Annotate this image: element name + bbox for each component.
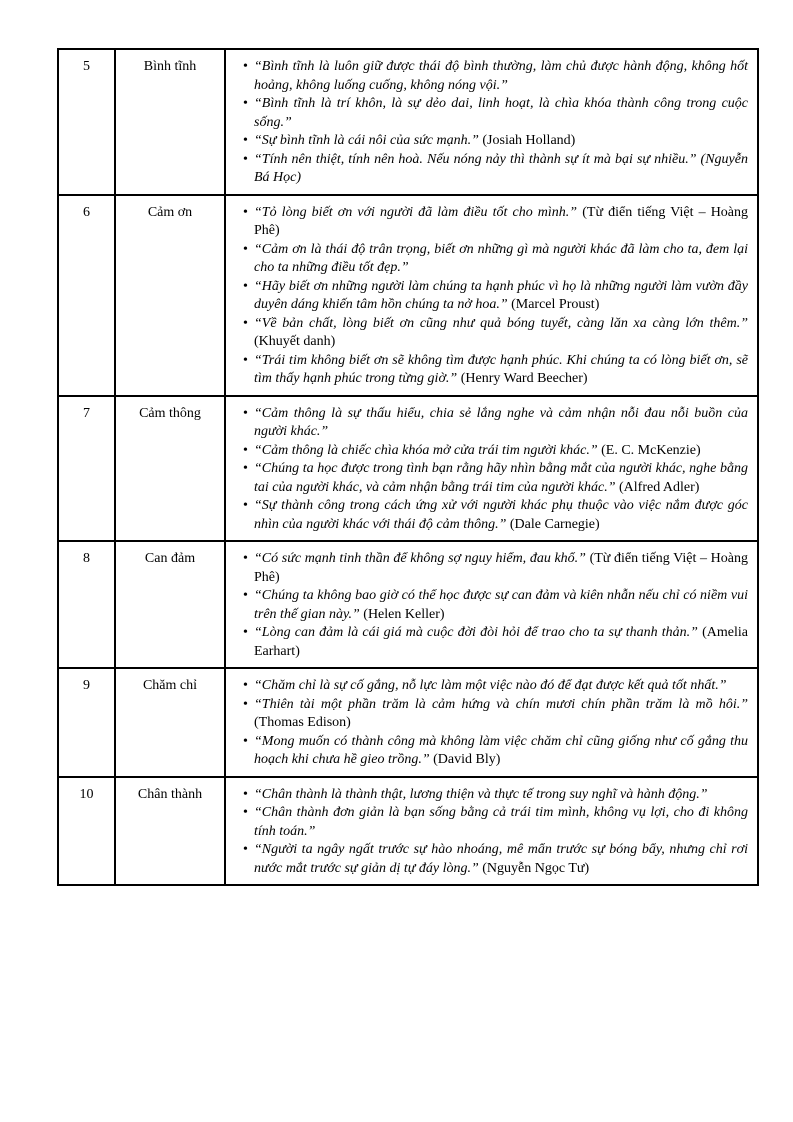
quote-item (240, 460, 748, 497)
quote-list (240, 786, 748, 879)
quote-source: (Nguyễn Ngọc Tư) (482, 860, 590, 876)
quote-text: “Cảm ơn là thái độ trân trọng, biết ơn những gì mà người khác đã làm cho ta, đem lại cho ta những điều tốt đẹp.” (254, 241, 748, 275)
quote-source: (Josiah Holland) (482, 133, 576, 148)
table-body (58, 49, 758, 885)
quote-text: “Thiên tài một phần trăm là cảm hứng và chín mươi chín phần trăm là mồ hôi.” (254, 696, 748, 712)
quote-text: “Sự bình tĩnh là cái nôi của sức mạnh.” (254, 133, 479, 148)
quote-item (240, 95, 748, 132)
quote-item (240, 442, 748, 461)
quote-source: (Từ điển tiếng Việt – Hoàng Phê) (254, 551, 748, 585)
quote-source: (Henry Ward Beecher) (460, 371, 588, 386)
quote-text: “Có sức mạnh tinh thần để không sợ nguy hiểm, đau khổ.” (254, 551, 586, 566)
quote-text: “Chúng ta không bao giờ có thể học được sự can đảm và kiên nhẫn nếu chỉ có niềm vui trên thế gian này.” (254, 588, 748, 622)
row-number: 7 (58, 396, 115, 542)
table-row (58, 541, 758, 668)
quote-item (240, 624, 748, 661)
quote-item (240, 804, 748, 841)
row-number: 6 (58, 195, 115, 396)
table-row (58, 49, 758, 195)
quote-item (240, 315, 748, 352)
quote-text: “Bình tĩnh là trí khôn, là sự dẻo dai, linh hoạt, là chìa khóa thành công trong cuộc sống.” (254, 96, 748, 130)
quote-source: (Thomas Edison) (254, 715, 351, 730)
quote-text: “Trái tim không biết ơn sẽ không tìm được hạnh phúc. Khi chúng ta có lòng biết ơn, sẽ tìm thấy hạnh phúc trong từng giờ.” (254, 352, 748, 386)
quote-text: “Về bản chất, lòng biết ơn cũng như quả bóng tuyết, càng lăn xa càng lớn thêm.” (254, 315, 748, 331)
virtue-name: Chân thành (115, 777, 225, 886)
quote-item (240, 58, 748, 95)
quote-text: “Chúng ta học được trong tình bạn rằng hãy nhìn bằng mắt của người khác, nghe bằng tai của người khác, và cảm nhận bằng trái tim của người khác.” (254, 461, 748, 495)
quote-text: “Cảm thông là chiếc chìa khóa mở cửa trái tim người khác.” (254, 442, 598, 458)
quote-source: (Helen Keller) (363, 606, 445, 622)
quotes-cell (225, 195, 758, 396)
row-number: 10 (58, 777, 115, 886)
row-number: 9 (58, 668, 115, 777)
quote-item (240, 405, 748, 442)
quotes-table (57, 48, 759, 886)
quote-list (240, 677, 748, 770)
quote-source: (Alfred Adler) (619, 479, 700, 495)
quote-item (240, 550, 748, 587)
quote-text: “Tỏ lòng biết ơn với người đã làm điều tốt cho mình.” (254, 204, 578, 220)
quote-source: (Khuyết danh) (254, 334, 336, 349)
table-row (58, 396, 758, 542)
quote-item (240, 278, 748, 315)
quote-list (240, 204, 748, 389)
quote-text: “Sự thành công trong cách ứng xử với người khác phụ thuộc vào việc nắm được góc nhìn của người khác với thái độ cảm thông.” (254, 498, 748, 532)
quote-text: “Chân thành đơn giản là bạn sống bằng cả trái tim mình, không vụ lợi, cho đi không tính toán.” (254, 805, 748, 839)
table-row (58, 195, 758, 396)
quote-item (240, 677, 748, 696)
quote-source: (Marcel Proust) (511, 297, 600, 312)
quote-list (240, 550, 748, 661)
row-number: 5 (58, 49, 115, 195)
table-row (58, 777, 758, 886)
quote-source: (David Bly) (433, 752, 501, 767)
quote-text: “Tính nên thiệt, tính nên hoà. Nếu nóng nảy thì thành sự ít mà bại sự nhiều.” (Nguyễn Bá Học) (254, 151, 748, 185)
quote-source: (E. C. McKenzie) (601, 442, 701, 458)
quote-text: “Chăm chỉ là sự cố gắng, nỗ lực làm một việc nào đó để đạt được kết quả tốt nhất.” (254, 678, 727, 693)
virtue-name: Can đảm (115, 541, 225, 668)
quote-text: “Lòng can đảm là cái giá mà cuộc đời đòi hỏi để trao cho ta sự thanh thản.” (254, 625, 698, 640)
quotes-cell (225, 396, 758, 542)
quote-text: “Cảm thông là sự thấu hiểu, chia sẻ lắng nghe và cảm nhận nỗi đau nỗi buồn của người khác.” (254, 405, 748, 439)
quote-item (240, 132, 748, 151)
virtue-name: Bình tĩnh (115, 49, 225, 195)
quote-text: “Chân thành là thành thật, lương thiện và thực tế trong suy nghĩ và hành động.” (254, 786, 708, 802)
quote-item (240, 497, 748, 534)
quote-text: “Người ta ngây ngất trước sự hào nhoáng, mê mẩn trước sự bóng bẩy, nhưng chỉ rơi nước mắt trước sự giản dị tự đáy lòng.” (254, 842, 748, 876)
quote-item (240, 151, 748, 188)
quote-item (240, 352, 748, 389)
quote-source: (Amelia Earhart) (254, 625, 749, 659)
virtue-name: Cảm ơn (115, 195, 225, 396)
quote-item (240, 786, 748, 805)
quote-item (240, 587, 748, 624)
quote-item (240, 241, 748, 278)
quotes-cell (225, 49, 758, 195)
quote-item (240, 204, 748, 241)
quote-item (240, 733, 748, 770)
quote-text: “Bình tĩnh là luôn giữ được thái độ bình thường, làm chủ được hành động, không hốt hoảng, không luống cuống, không nóng vội.” (254, 59, 748, 93)
quote-text: “Hãy biết ơn những người làm chúng ta hạnh phúc vì họ là những người làm vườn đầy duyên dáng khiến tâm hồn chúng ta nở hoa.” (254, 278, 748, 312)
quote-list (240, 405, 748, 535)
quote-text: “Mong muốn có thành công mà không làm việc chăm chỉ cũng giống như cố gắng thu hoạch khi chưa hề gieo trồng.” (254, 733, 748, 767)
row-number: 8 (58, 541, 115, 668)
quote-source: (Dale Carnegie) (509, 516, 600, 532)
quotes-cell (225, 541, 758, 668)
quote-list (240, 58, 748, 188)
quotes-cell (225, 777, 758, 886)
quote-item (240, 841, 748, 878)
quote-item (240, 696, 748, 733)
quote-source: (Từ điển tiếng Việt – Hoàng Phê) (254, 204, 749, 238)
virtue-name: Cảm thông (115, 396, 225, 542)
quotes-cell (225, 668, 758, 777)
table-row (58, 668, 758, 777)
virtue-name: Chăm chỉ (115, 668, 225, 777)
